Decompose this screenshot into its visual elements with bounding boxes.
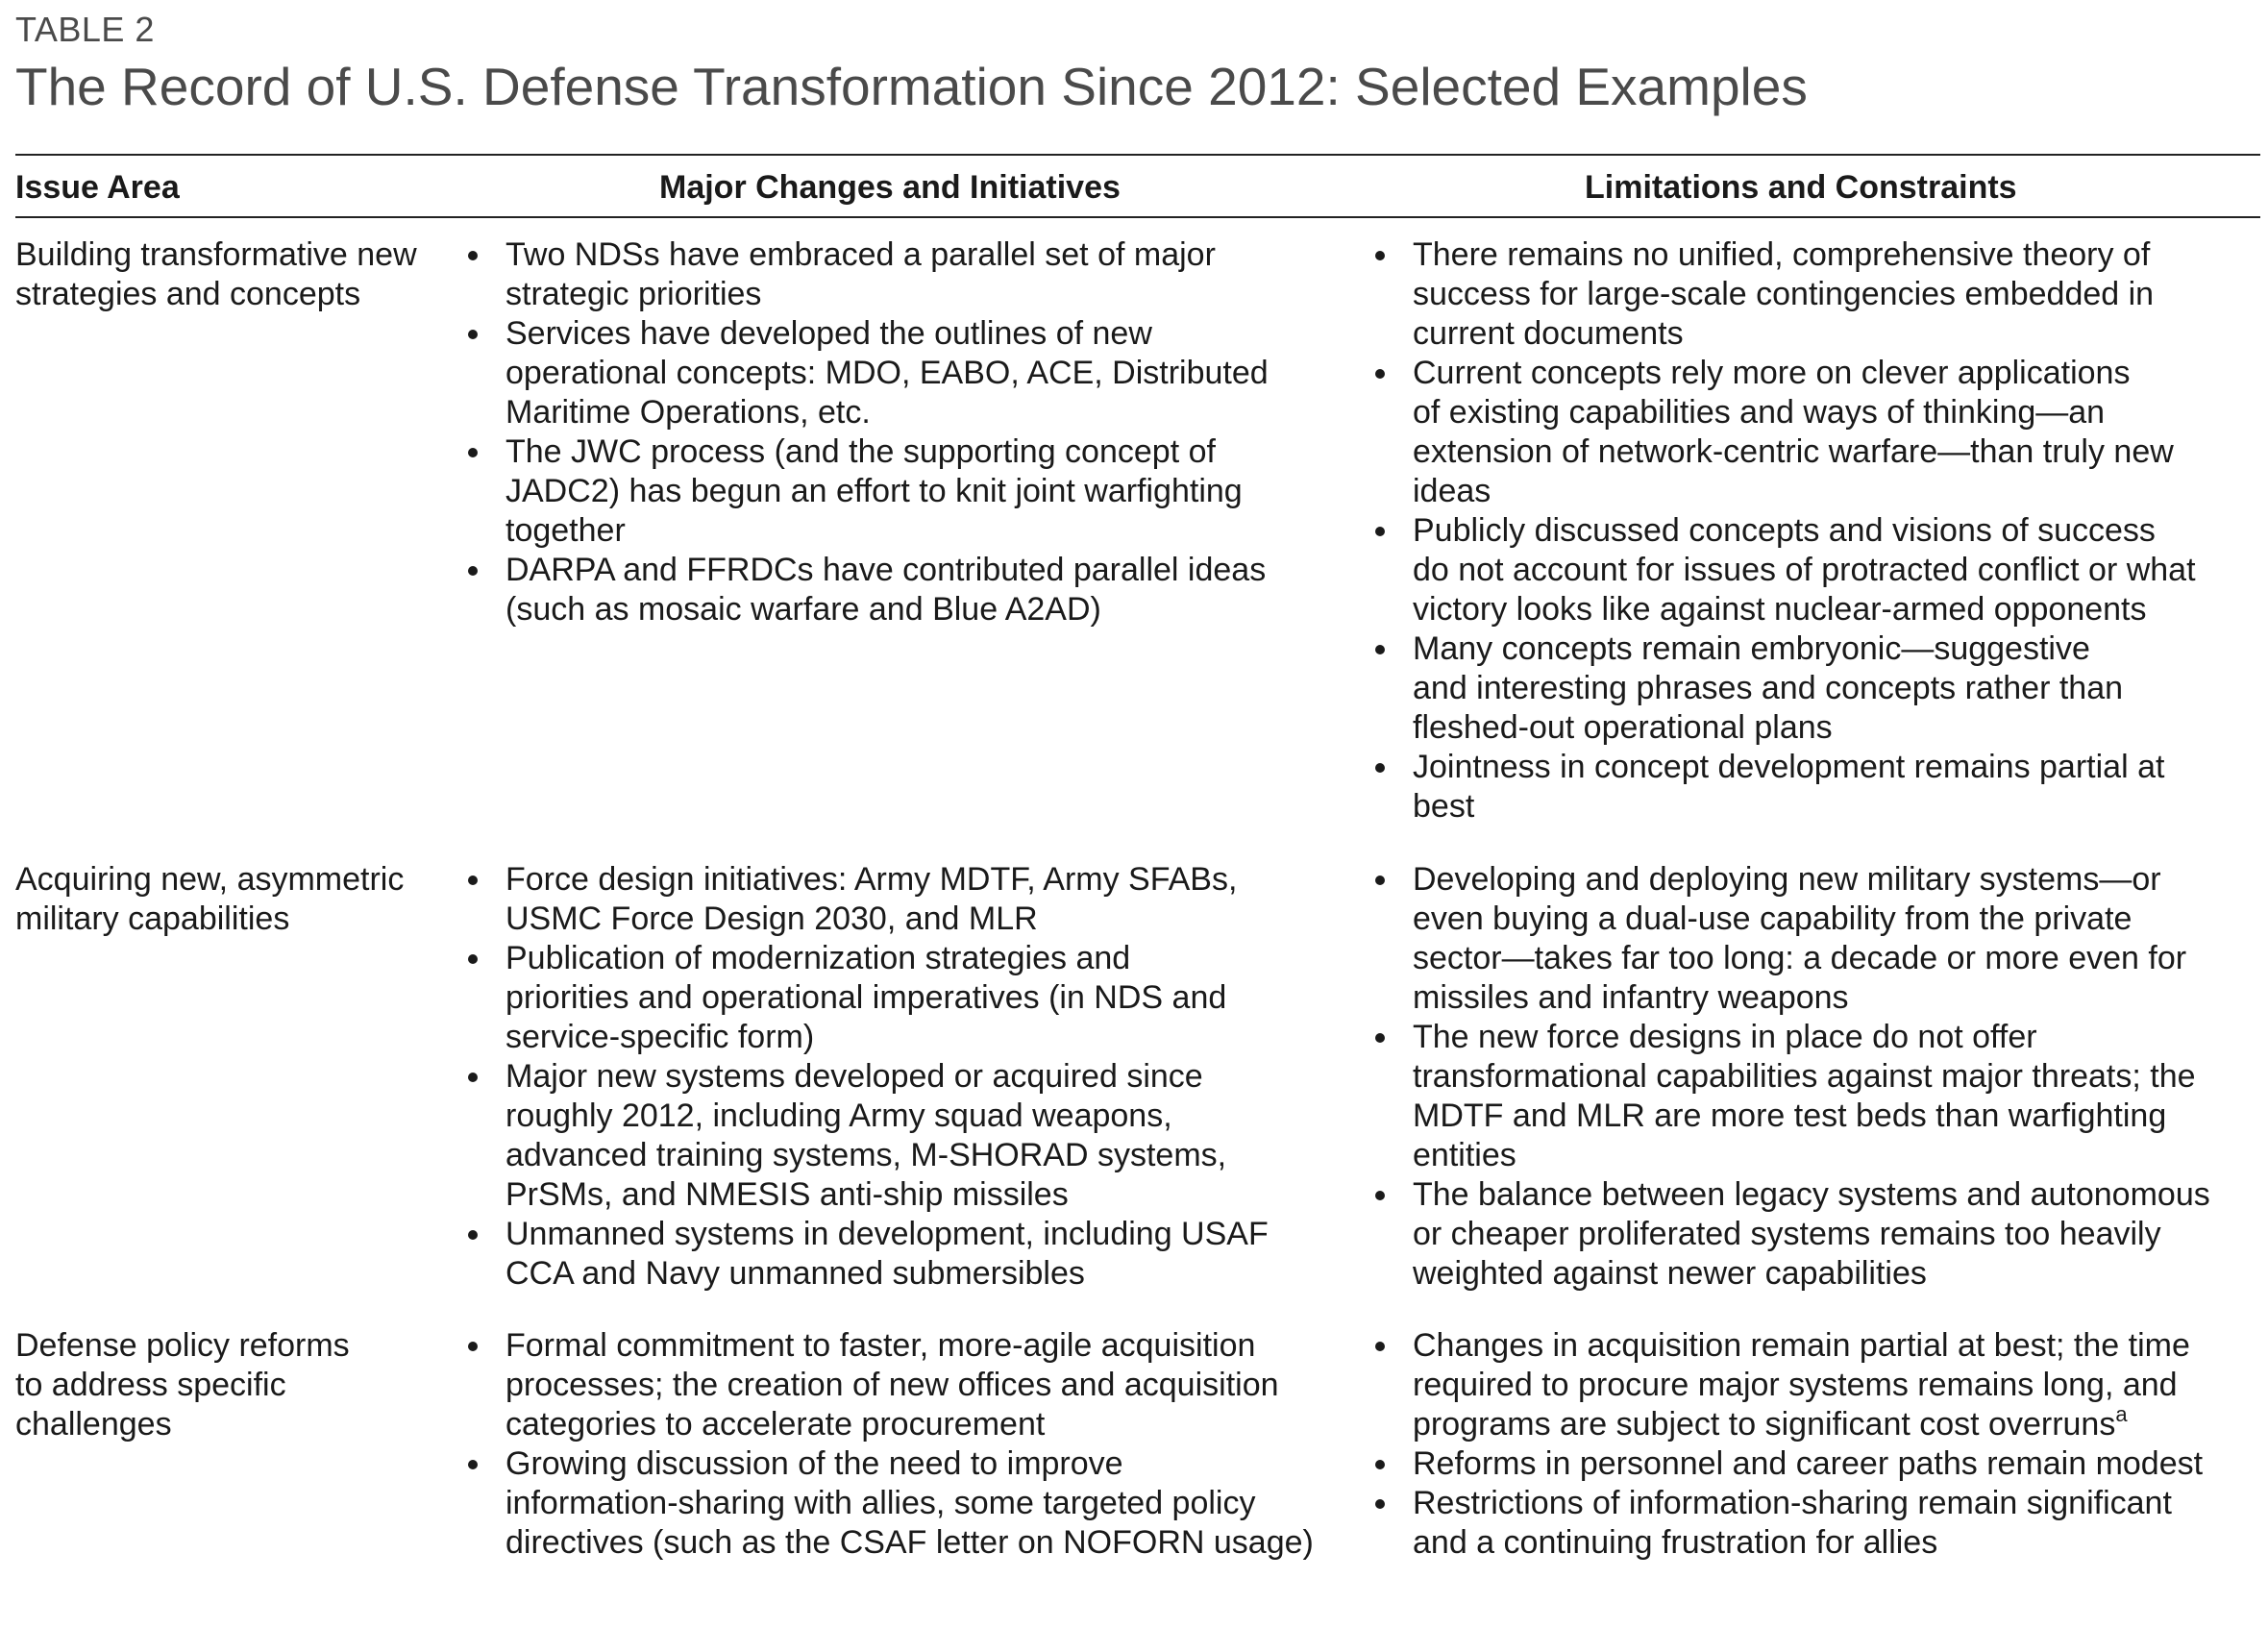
bullet-icon	[1375, 369, 1385, 379]
bullet-icon	[1375, 1191, 1385, 1200]
bullet-icon	[1375, 1342, 1385, 1351]
major-changes-list	[505, 235, 1370, 629]
bullet-icon	[468, 1342, 478, 1351]
bullet-icon	[468, 1230, 478, 1240]
bullet-icon	[468, 448, 478, 457]
header-limitations: Limitations and Constraints	[1585, 169, 2017, 206]
list-item: Services have developed the outlines of new operational concepts: MDO, EABO, ACE, Distributed Maritime Operations, etc.	[505, 314, 1370, 432]
list-item: Publication of modernization strategies and priorities and operational imperatives (in NDS and service-specific form)	[505, 939, 1370, 1057]
list-item: Growing discussion of the need to improve information-sharing with allies, some targeted policy directives (such as the CSAF letter on NOFORN usage)	[505, 1444, 1370, 1563]
issue-area-cell: Acquiring new, asymmetric military capabilities	[15, 861, 405, 937]
list-item: There remains no unified, comprehensive theory of success for large-scale contingencies embedded in current documents	[1413, 235, 2268, 354]
list-item: Restrictions of information-sharing remain significant and a continuing frustration for allies	[1413, 1484, 2268, 1563]
limitations-list	[1413, 860, 2268, 1294]
bullet-icon	[468, 251, 478, 260]
list-item: The new force designs in place do not offer transformational capabilities against major threats; the MDTF and MLR are more test beds than warfighting entities	[1413, 1018, 2268, 1175]
list-item: Unmanned systems in development, including USAF CCA and Navy unmanned submersibles	[505, 1215, 1370, 1294]
list-item: Developing and deploying new military systems—or even buying a dual-use capability from the private sector—takes far too long: a decade or more even for missiles and infantry weapons	[1413, 860, 2268, 1018]
table-title: The Record of U.S. Defense Transformation Since 2012: Selected Examples	[15, 57, 1808, 116]
bullet-icon	[468, 330, 478, 339]
bullet-icon	[1375, 527, 1385, 536]
bullet-icon	[1375, 763, 1385, 773]
bullet-icon	[468, 876, 478, 885]
list-item: DARPA and FFRDCs have contributed parallel ideas (such as mosaic warfare and Blue A2AD)	[505, 551, 1370, 629]
list-item: Publicly discussed concepts and visions of success do not account for issues of protracted conflict or what victory looks like against nuclear-armed opponents	[1413, 511, 2268, 629]
list-item: Changes in acquisition remain partial at best; the time required to procure major systems remains long, and programs are subject to significant cost overruns$^a$	[1413, 1326, 2268, 1444]
list-item: Jointness in concept development remains partial at best	[1413, 748, 2268, 826]
footnote-marker: a	[2115, 1402, 2128, 1426]
issue-area-cell: Defense policy reforms to address specific challenges	[15, 1327, 350, 1443]
list-item: Force design initiatives: Army MDTF, Army SFABs, USMC Force Design 2030, and MLR	[505, 860, 1370, 939]
bullet-icon	[1375, 1499, 1385, 1509]
header-major-changes: Major Changes and Initiatives	[659, 169, 1121, 206]
major-changes-list	[505, 860, 1370, 1294]
header-rule	[15, 216, 2260, 218]
limitations-list	[1413, 235, 2268, 826]
top-rule	[15, 154, 2260, 156]
list-item: Reforms in personnel and career paths remain modest	[1413, 1444, 2268, 1484]
bullet-icon	[468, 1073, 478, 1082]
list-item: Formal commitment to faster, more-agile acquisition processes; the creation of new offices and acquisition categories to accelerate procurement	[505, 1326, 1370, 1444]
bullet-icon	[1375, 645, 1385, 654]
bullet-icon	[468, 1460, 478, 1469]
bullet-icon	[468, 566, 478, 576]
header-issue-area: Issue Area	[15, 169, 180, 206]
bullet-icon	[1375, 1460, 1385, 1469]
list-item: The JWC process (and the supporting concept of JADC2) has begun an effort to knit joint warfighting together	[505, 432, 1370, 551]
list-item: The balance between legacy systems and autonomous or cheaper proliferated systems remains too heavily weighted against newer capabilities	[1413, 1175, 2268, 1294]
bullet-icon	[468, 954, 478, 964]
list-item: Two NDSs have embraced a parallel set of major strategic priorities	[505, 235, 1370, 314]
issue-area-cell: Building transformative new strategies and concepts	[15, 236, 417, 312]
bullet-icon	[1375, 876, 1385, 885]
list-item: Major new systems developed or acquired since roughly 2012, including Army squad weapons, advanced training systems, M-SHORAD systems, PrSMs, and NMESIS anti-ship missiles	[505, 1057, 1370, 1215]
list-item: Many concepts remain embryonic—suggestive and interesting phrases and concepts rather than fleshed-out operational plans	[1413, 629, 2268, 748]
list-item: Current concepts rely more on clever applications of existing capabilities and ways of thinking—an extension of network-centric warfare—than truly new ideas	[1413, 354, 2268, 511]
bullet-icon	[1375, 1033, 1385, 1043]
major-changes-list	[505, 1326, 1370, 1563]
bullet-icon	[1375, 251, 1385, 260]
limitations-list	[1413, 1326, 2268, 1563]
table-label: TABLE 2	[15, 10, 155, 49]
